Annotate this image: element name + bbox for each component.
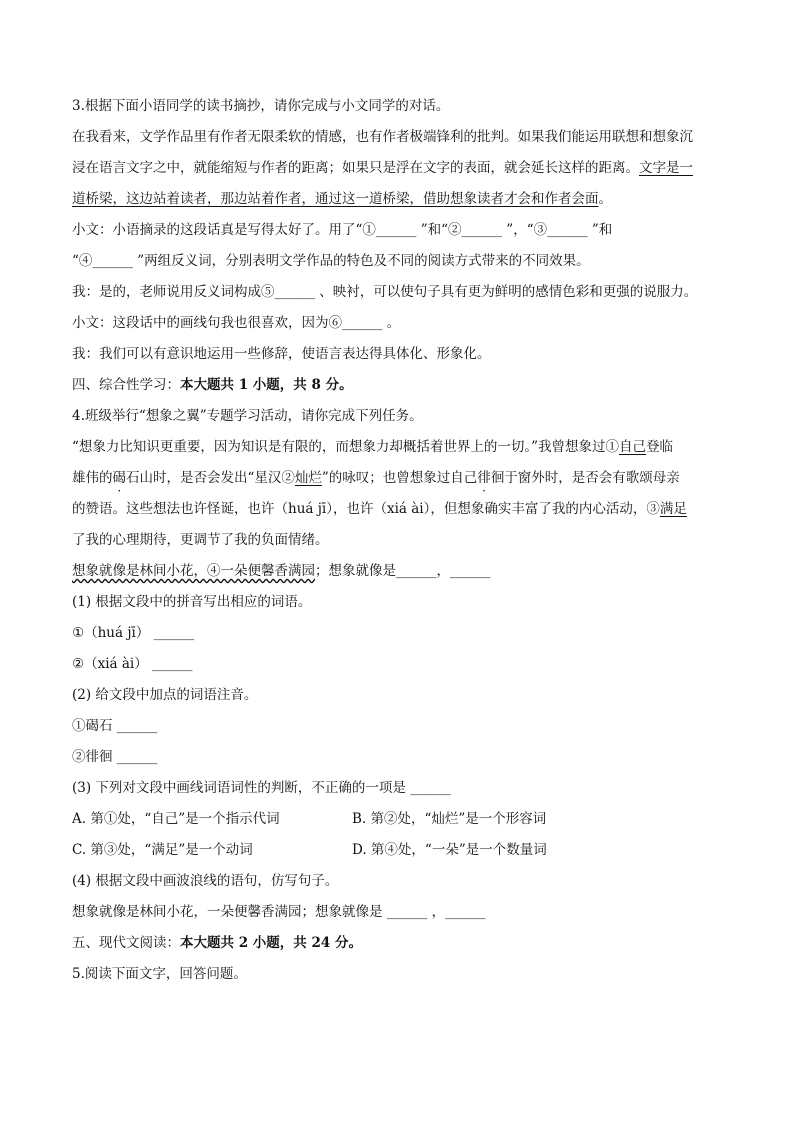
option-c: C. 第③处，“满足”是一个动词 [72,842,253,858]
q3-passage-line-2 [72,158,722,178]
q3-underlined-sentence: 道桥梁，这边站着读者，那边站着作者，通过这一道桥梁，借助想象读者才会和作者会面 [72,191,599,207]
q4-sub-2: (2) 给文段中加点的词语注音。 [72,687,258,703]
q4-dotted-char-1: 碣 [112,470,126,486]
q4-passage-line-1 [72,437,722,457]
q4-underlined-word-1: 自己 [619,439,647,455]
q4-sub-2a: ①碣石 ______ [72,718,158,734]
q4-options-cd [72,840,722,860]
q3-passage-text: 浸在语言文字之中，就能缩短与作者的距离；如果只是浮在文字的表面，就会延长这样的距离。 [72,160,639,176]
section-5-heading [72,933,722,953]
q4-sub-1b: ②（xiá ài） ______ [72,656,193,672]
option-d: D. 第④处，“一朵”是一个数量词 [352,842,547,858]
q4-text: 的赞语。这些想法也许怪诞，也许（huá jī），也许（xiá ài），但想象确实丰富了我的内心活动，③ [72,501,660,517]
q4-underlined-word-3: 满足 [659,501,687,517]
q4-text: 徊于窗外时，是否会有歌颂母亲 [490,470,680,486]
q5-title: 5.阅读下面文字，回答问题。 [72,966,247,982]
q4-sub-2b: ②徘徊 ______ [72,749,158,765]
q3-dialogue-1a: 小文：小语摘录的这段话真是写得太好了。用了“①______ ”和“②______ ”，“③______ ”和 [72,222,613,238]
q3-underlined-sentence-start: 文字是一 [639,160,693,176]
q4-options-ab [72,809,722,829]
q4-text: 雄伟的 [72,470,113,486]
q3-period: 。 [598,191,612,207]
q4-text: 石山时，是否会发出“星汉② [126,470,295,486]
q4-sub-3: (3) 下列对文段中画线词语词性的判断，不正确的一项是 ______ [72,780,451,796]
option-b: B. 第②处，“灿烂”是一个形容词 [352,811,547,827]
q4-passage-line-2 [72,468,722,488]
q4-sub-1a: ①（huá jī） ______ [72,625,195,641]
q4-sub-1: (1) 根据文段中的拼音写出相应的词语。 [72,594,312,610]
q4-text: “想象力比知识更重要，因为知识是有限的，而想象力却概括着世界上的一切。”我曾想象过① [72,439,620,455]
q3-title: 3.根据下面小语同学的读书摘抄，请你完成与小文同学的对话。 [72,98,450,114]
q4-passage-line-5 [72,561,722,581]
q4-underlined-word-2: 灿烂 [294,470,322,486]
q3-dialogue-1b: “④______ ”两组反义词，分别表明文学作品的特色及不同的阅读方式带来的不同效果。 [72,253,590,269]
q4-dotted-char-2: 徘 [477,470,491,486]
q4-passage-line-3 [72,499,722,519]
q3-dialogue-3: 小文：这段话中的画线句我也很喜欢，因为⑥______ 。 [72,315,401,331]
section-4-info: 本大题共 1 小题，共 8 分。 [180,377,353,393]
q3-passage-line-3 [72,189,722,209]
q4-sub-4a: 想象就像是林间小花，一朵便馨香满园；想象就像是 ______ ，______ [72,904,486,920]
q3-dialogue-4: 我：我们可以有意识地运用一些修辞，使语言表达得具体化、形象化。 [72,346,491,362]
option-a: A. 第①处，“自己”是一个指示代词 [72,811,280,827]
section-4-label: 四、综合性学习： [72,377,180,393]
exam-page [72,96,722,984]
q4-wavy-sentence: 想象就像是林间小花，④一朵便馨香满园 [72,563,315,579]
q4-title: 4.班级举行“想象之翼”专题学习活动，请你完成下列任务。 [72,408,423,424]
section-5-label: 五、现代文阅读： [72,935,180,951]
q3-passage-line-1: 在我看来，文学作品里有作者无限柔软的情感，也有作者极端锋利的批判。如果我们能运用联想和想象沉 [72,129,693,145]
q4-passage-line-4: 了我的心理期待，更调节了我的负面情绪。 [72,532,329,548]
section-5-info: 本大题共 2 小题，共 24 分。 [180,935,362,951]
q4-text: ”的咏叹；也曾想象过自己 [321,470,478,486]
section-4-heading [72,375,722,395]
q3-dialogue-2: 我：是的，老师说用反义词构成⑤______ 、映衬，可以使句子具有更为鲜明的感情色彩和更强的说服力。 [72,284,698,300]
q4-text: ；想象就像是______，______ [315,563,491,579]
q4-sub-4: (4) 根据文段中画波浪线的语句，仿写句子。 [72,873,339,889]
q4-text: 登临 [646,439,674,455]
